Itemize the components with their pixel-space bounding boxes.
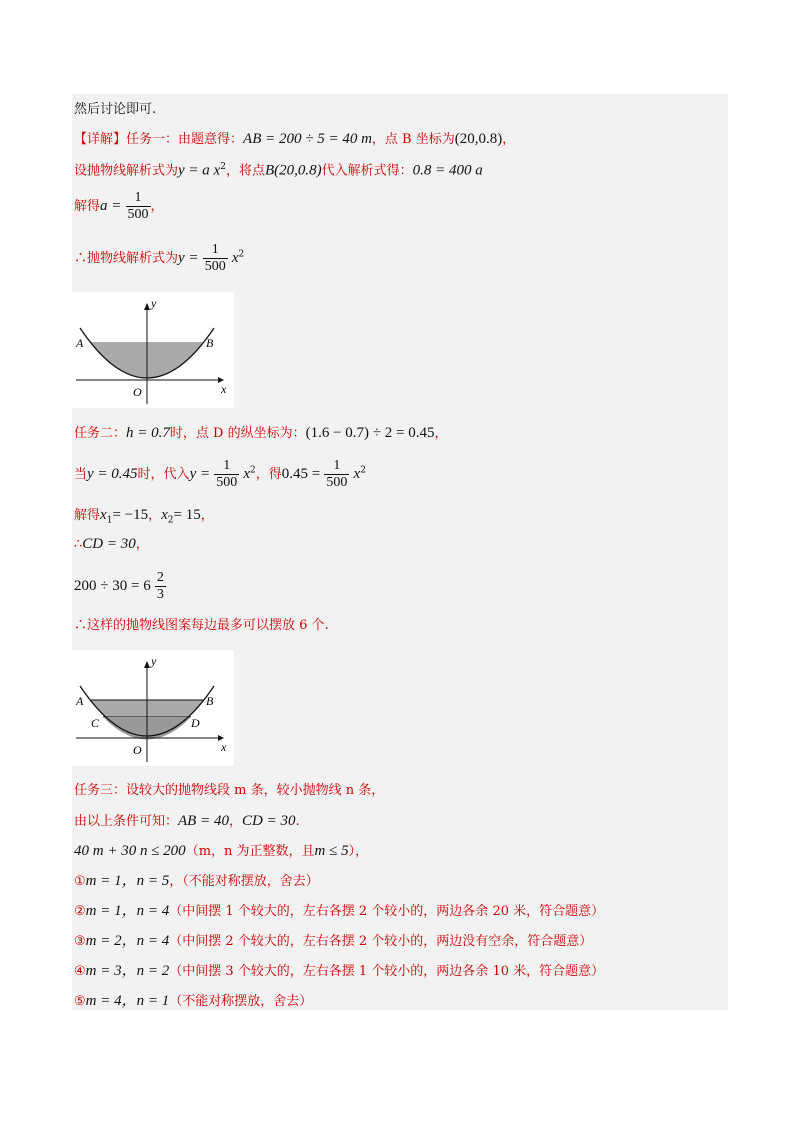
case-number: ④ <box>74 964 86 979</box>
point-a-label: A <box>76 336 84 350</box>
point-b-label: B <box>206 336 214 350</box>
substitute-result-text: 代入解析式得： <box>321 163 413 179</box>
case-note: （中间摆 1 个较大的，左右各摆 2 个较小的，两边各余 20 米，符合题意） <box>169 904 605 919</box>
comma: ， <box>148 508 162 523</box>
solve-text: 解得 <box>74 508 101 523</box>
parabola-general-eq: y = a x <box>178 162 221 179</box>
case-values: m = 1，n = 5 <box>85 873 170 889</box>
fraction-1-500 <box>324 458 349 491</box>
fraction-denominator: 500 <box>204 259 226 274</box>
comma: ， <box>150 199 164 214</box>
case-4 <box>74 962 604 981</box>
subscript-1: 1 <box>106 515 113 526</box>
point-d-label: D <box>191 716 200 730</box>
point-a-label: A <box>76 694 84 708</box>
substitute-text: ，将点 <box>225 163 265 179</box>
cd-value: CD = 30 <box>241 813 296 829</box>
fraction-numerator: 1 <box>211 242 219 257</box>
fraction-numerator: 1 <box>223 458 231 473</box>
fraction-denominator: 3 <box>156 587 164 602</box>
parabola-figure-2-svg <box>72 650 234 766</box>
case-note: （不能对称摆放，舍去） <box>169 994 313 1009</box>
case-note: ，（不能对称摆放，舍去） <box>169 874 319 889</box>
y-axis-arrow <box>144 303 150 310</box>
x-variable: x <box>231 250 239 266</box>
case-number: ② <box>74 904 86 919</box>
ab-length-expr: AB = 200 ÷ 5 = 40 m <box>243 131 372 147</box>
fraction-2-3 <box>155 570 166 603</box>
task2-label: 任务二： <box>74 426 127 441</box>
division-line <box>74 570 166 603</box>
parabola-result-line <box>74 242 244 275</box>
case-note: （中间摆 3 个较大的，左右各摆 1 个较小的，两边各余 10 米，符合题意） <box>169 964 605 979</box>
point-b-label: B <box>206 694 214 708</box>
point-c-label: C <box>91 716 100 730</box>
task2-line <box>74 424 448 443</box>
get-text: ，得 <box>255 467 282 482</box>
fraction-numerator: 1 <box>134 190 142 205</box>
square-exponent: 2 <box>238 249 245 260</box>
case-2 <box>74 902 604 921</box>
case-values: m = 1，n = 4 <box>85 903 170 919</box>
integer-condition-text: （m，n 为正整数，且 <box>185 844 315 859</box>
when-text: 当 <box>74 467 88 482</box>
case-3 <box>74 932 592 951</box>
case-note: （中间摆 2 个较大的，左右各摆 2 个较小的，两边没有空余，符合题意） <box>169 934 593 949</box>
case-5 <box>74 992 312 1011</box>
x-axis-label: x <box>221 382 227 396</box>
parabola-figure-1-svg <box>72 292 234 408</box>
fraction-denominator: 500 <box>216 475 238 490</box>
point-b: B(20,0.8) <box>264 162 322 179</box>
case-values: m = 3，n = 2 <box>85 963 170 979</box>
comma: ， <box>502 132 516 147</box>
h-value: h = 0.7 <box>126 425 170 441</box>
solve-a-line <box>74 190 164 223</box>
point-d-y-expr: (1.6 − 0.7) ÷ 2 = 0.45 <box>305 425 435 441</box>
ab-value: AB = 40 <box>178 813 229 829</box>
square-exponent: 2 <box>220 162 226 172</box>
max-count-text: ∴这样的抛物线图案每边最多可以摆放 6 个. <box>74 618 329 633</box>
subscript-2: 2 <box>167 515 174 526</box>
y-axis-label: y <box>151 654 157 668</box>
parabola-figure-2 <box>72 650 234 766</box>
set-parabola-line <box>74 158 483 180</box>
x-variable: x <box>353 466 361 482</box>
case-1 <box>74 872 319 891</box>
fraction-1-500 <box>126 190 151 223</box>
cd-value: CD = 30 <box>82 536 136 552</box>
parabola-figure-1 <box>72 292 234 408</box>
case-number: ③ <box>74 934 86 949</box>
substituted-eq: 0.8 = 400 a <box>412 162 483 179</box>
conditions-line <box>74 812 300 831</box>
task1-line <box>74 130 515 149</box>
task1-label: 任务一：由题意得： <box>126 132 244 147</box>
period: . <box>295 814 300 829</box>
case-number: ① <box>74 874 86 889</box>
fraction-1-500 <box>203 242 228 275</box>
case-values: m = 2，n = 4 <box>85 933 170 949</box>
comma: ， <box>228 814 242 829</box>
y-axis-label: y <box>151 296 157 310</box>
point-b-coord: (20,0.8) <box>454 131 503 147</box>
fraction-numerator: 2 <box>156 570 164 585</box>
substitute-y-line <box>74 458 366 491</box>
conditions-text: 由以上条件可知： <box>74 814 179 829</box>
max-count-line <box>74 617 329 635</box>
inequality-line <box>74 842 368 861</box>
x-variable: x <box>243 466 251 482</box>
fraction-denominator: 500 <box>127 207 149 222</box>
y-axis-arrow <box>144 661 150 668</box>
intro-line <box>74 101 156 119</box>
x1-value: = −15 <box>112 507 149 523</box>
case-number: ⑤ <box>74 994 86 1009</box>
a-equals: a = <box>100 198 122 214</box>
substitute-text: 时，代入 <box>137 467 190 482</box>
detail-tag: 【详解】 <box>74 132 127 147</box>
m-upper-bound: m ≤ 5 <box>314 843 349 859</box>
fraction-denominator: 500 <box>326 475 348 490</box>
comma: ， <box>434 426 448 441</box>
closing-paren: ）， <box>348 844 369 859</box>
fraction-numerator: 1 <box>333 458 341 473</box>
y-equals: y = <box>178 250 199 266</box>
fraction-1-500 <box>214 458 239 491</box>
intro-text: 然后讨论即可. <box>74 102 157 117</box>
square-exponent: 2 <box>360 465 366 476</box>
result-text: ∴抛物线解析式为 <box>74 251 179 266</box>
origin-label: O <box>133 743 142 757</box>
cd-line <box>74 535 149 554</box>
case-values: m = 4，n = 1 <box>85 993 170 1009</box>
solve-text: 解得 <box>74 199 101 214</box>
task3-line <box>74 782 384 800</box>
inequality-expr: 40 m + 30 n ≤ 200 <box>74 843 186 859</box>
task3-text: 任务三：设较大的抛物线段 m 条，较小抛物线 n 条， <box>74 783 385 798</box>
x2-value: = 15 <box>173 507 201 523</box>
point-d-text: 时，点 D 的纵坐标为： <box>169 426 306 441</box>
x-axis-label: x <box>221 740 227 754</box>
point-b-text: ，点 B 坐标为 <box>371 132 455 147</box>
square-exponent: 2 <box>250 465 256 476</box>
y-value: y = 0.45 <box>87 466 138 482</box>
division-expr: 200 ÷ 30 = 6 <box>74 578 151 594</box>
therefore-symbol: ∴ <box>74 537 83 552</box>
equation-lhs: 0.45 = <box>281 466 321 482</box>
solve-x-line <box>74 506 214 530</box>
comma: ， <box>135 537 149 552</box>
origin-label: O <box>133 385 142 399</box>
comma: ， <box>200 508 214 523</box>
set-parabola-text: 设抛物线解析式为 <box>74 163 179 179</box>
y-equals: y = <box>189 466 211 482</box>
x1-variable: x <box>100 507 107 523</box>
x2-variable: x <box>161 507 168 523</box>
